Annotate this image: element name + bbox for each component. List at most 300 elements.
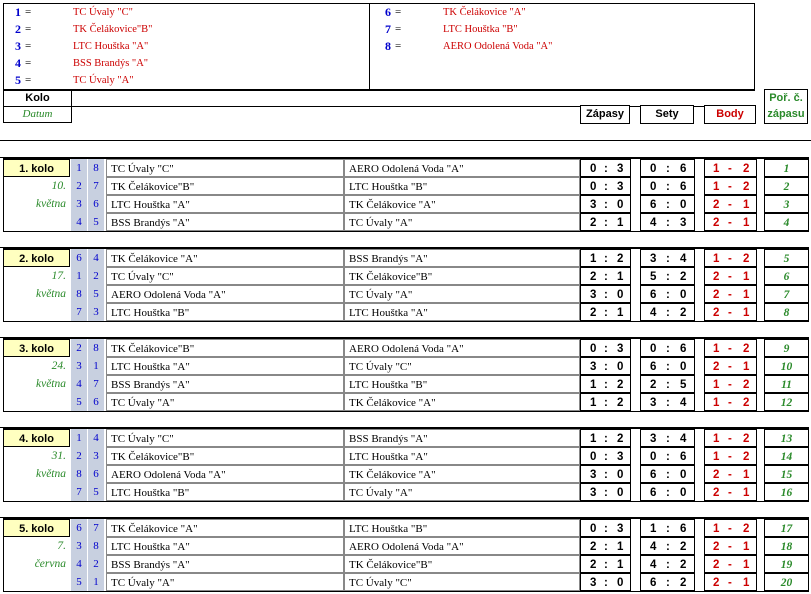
sets-away: 6 <box>680 163 687 175</box>
sets-home: 6 <box>650 577 657 589</box>
matches-away: 1 <box>617 217 624 229</box>
matches-away: 0 <box>617 361 624 373</box>
matches-home: 1 <box>590 433 597 445</box>
points-home: 2 <box>713 289 720 301</box>
home-team: LTC Houštka "B" <box>106 483 344 501</box>
sets-score <box>640 555 695 573</box>
sets-home: 4 <box>650 307 657 319</box>
sets-colon: : <box>666 469 670 481</box>
points-home: 1 <box>713 451 720 463</box>
points-home: 2 <box>713 577 720 589</box>
matches-score <box>580 213 631 231</box>
sets-away: 2 <box>680 541 687 553</box>
match-order-number: 7 <box>764 285 809 303</box>
matches-score <box>580 573 631 591</box>
points-home: 1 <box>713 433 720 445</box>
sets-home: 4 <box>650 541 657 553</box>
matches-score <box>580 429 631 447</box>
table-row <box>3 393 809 411</box>
matches-home: 2 <box>590 541 597 553</box>
match-order-number: 5 <box>764 249 809 267</box>
matches-colon: : <box>604 289 608 301</box>
away-team: TC Úvaly "A" <box>344 285 580 303</box>
match-order-number: 9 <box>764 339 809 357</box>
points-home: 1 <box>713 253 720 265</box>
home-number: 2 <box>71 339 88 357</box>
sets-away: 6 <box>680 181 687 193</box>
matches-home: 0 <box>590 343 597 355</box>
points-dash: - <box>728 379 732 391</box>
sets-home: 0 <box>650 163 657 175</box>
points-score <box>704 339 757 357</box>
points-score <box>704 573 757 591</box>
points-score <box>704 195 757 213</box>
round-block <box>3 518 809 592</box>
matches-colon: : <box>604 397 608 409</box>
round-date-day: 31. <box>51 450 66 462</box>
round-date-month: května <box>35 468 66 480</box>
matches-home: 1 <box>590 253 597 265</box>
matches-score <box>580 159 631 177</box>
matches-home: 2 <box>590 559 597 571</box>
matches-away: 0 <box>617 469 624 481</box>
match-order-number: 10 <box>764 357 809 375</box>
round-date-day: 17. <box>51 270 66 282</box>
sets-home: 0 <box>650 181 657 193</box>
matches-colon: : <box>604 487 608 499</box>
header-poradi-line1: Poř. č. <box>769 92 803 104</box>
header-sety: Sety <box>640 105 694 124</box>
matches-home: 2 <box>590 271 597 283</box>
points-dash: - <box>728 271 732 283</box>
table-row <box>3 213 809 231</box>
home-number: 2 <box>71 447 88 465</box>
points-away: 1 <box>743 271 750 283</box>
points-home: 1 <box>713 523 720 535</box>
legend-number: 1 <box>15 5 21 19</box>
away-team: TC Úvaly "C" <box>344 357 580 375</box>
away-number: 1 <box>88 357 105 375</box>
points-dash: - <box>728 559 732 571</box>
table-row <box>3 555 809 573</box>
points-dash: - <box>728 343 732 355</box>
points-home: 2 <box>713 559 720 571</box>
points-score <box>704 267 757 285</box>
away-number: 5 <box>88 213 105 231</box>
matches-colon: : <box>604 307 608 319</box>
legend-item <box>7 38 307 55</box>
sets-score <box>640 573 695 591</box>
legend-number: 4 <box>15 56 21 70</box>
matches-colon: : <box>604 433 608 445</box>
table-row <box>3 519 809 537</box>
away-number: 8 <box>88 339 105 357</box>
points-score <box>704 375 757 393</box>
away-number: 6 <box>88 195 105 213</box>
points-away: 1 <box>743 199 750 211</box>
sets-away: 4 <box>680 397 687 409</box>
legend-number: 8 <box>385 39 391 53</box>
table-row <box>3 267 809 285</box>
away-number: 5 <box>88 483 105 501</box>
sets-home: 4 <box>650 559 657 571</box>
sets-colon: : <box>666 361 670 373</box>
sets-colon: : <box>666 181 670 193</box>
legend-item <box>7 4 307 21</box>
legend-number: 5 <box>15 73 21 87</box>
matches-away: 0 <box>617 289 624 301</box>
matches-score <box>580 519 631 537</box>
home-number: 1 <box>71 159 88 177</box>
home-number: 8 <box>71 465 88 483</box>
points-away: 2 <box>743 253 750 265</box>
points-home: 1 <box>713 163 720 175</box>
legend-equals: = <box>25 57 32 69</box>
sets-score <box>640 339 695 357</box>
away-team: LTC Houštka "B" <box>344 375 580 393</box>
match-order-number: 6 <box>764 267 809 285</box>
away-team: AERO Odolená Voda "A" <box>344 159 580 177</box>
points-score <box>704 213 757 231</box>
sets-score <box>640 267 695 285</box>
points-home: 1 <box>713 181 720 193</box>
sets-away: 0 <box>680 199 687 211</box>
sets-score <box>640 159 695 177</box>
points-dash: - <box>728 451 732 463</box>
points-dash: - <box>728 217 732 229</box>
table-row <box>3 177 809 195</box>
away-team: LTC Houštka "B" <box>344 519 580 537</box>
matches-away: 0 <box>617 199 624 211</box>
away-number: 6 <box>88 465 105 483</box>
sets-colon: : <box>666 541 670 553</box>
away-team: TK Čelákovice "A" <box>344 393 580 411</box>
match-order-number: 13 <box>764 429 809 447</box>
sets-score <box>640 537 695 555</box>
table-row <box>3 159 809 177</box>
round-label: 2. kolo <box>3 249 70 267</box>
sets-score <box>640 429 695 447</box>
sets-away: 4 <box>680 253 687 265</box>
round-label: 4. kolo <box>3 429 70 447</box>
away-team: TC Úvaly "A" <box>344 213 580 231</box>
home-team: TK Čelákovice "A" <box>106 519 344 537</box>
home-team: BSS Brandýs "A" <box>106 555 344 573</box>
matches-away: 2 <box>617 379 624 391</box>
matches-away: 2 <box>617 397 624 409</box>
home-number: 5 <box>71 393 88 411</box>
away-number: 7 <box>88 519 105 537</box>
matches-away: 1 <box>617 307 624 319</box>
legend-equals: = <box>395 23 402 35</box>
away-team: LTC Houštka "B" <box>344 177 580 195</box>
sets-home: 2 <box>650 379 657 391</box>
legend-item <box>7 72 307 89</box>
legend-item <box>377 4 677 21</box>
matches-colon: : <box>604 541 608 553</box>
matches-colon: : <box>604 253 608 265</box>
matches-home: 3 <box>590 199 597 211</box>
legend-equals: = <box>25 74 32 86</box>
match-order-number: 4 <box>764 213 809 231</box>
away-team: LTC Houštka "A" <box>344 447 580 465</box>
sets-score <box>640 177 695 195</box>
matches-away: 0 <box>617 487 624 499</box>
home-team: AERO Odolená Voda "A" <box>106 285 344 303</box>
sets-home: 5 <box>650 271 657 283</box>
matches-colon: : <box>604 361 608 373</box>
points-score <box>704 159 757 177</box>
table-row <box>3 303 809 321</box>
points-away: 1 <box>743 217 750 229</box>
sets-away: 2 <box>680 307 687 319</box>
match-order-number: 3 <box>764 195 809 213</box>
away-number: 4 <box>88 249 105 267</box>
sets-colon: : <box>666 523 670 535</box>
points-dash: - <box>728 397 732 409</box>
round-date-day: 7. <box>57 540 66 552</box>
table-row <box>3 249 809 267</box>
legend-item <box>7 21 307 38</box>
round-block <box>3 158 809 232</box>
away-number: 1 <box>88 573 105 591</box>
points-home: 1 <box>713 379 720 391</box>
matches-score <box>580 447 631 465</box>
sets-away: 3 <box>680 217 687 229</box>
matches-score <box>580 483 631 501</box>
round-label: 1. kolo <box>3 159 70 177</box>
matches-score <box>580 339 631 357</box>
sets-home: 0 <box>650 451 657 463</box>
matches-colon: : <box>604 199 608 211</box>
sets-home: 6 <box>650 469 657 481</box>
points-home: 2 <box>713 469 720 481</box>
sets-score <box>640 519 695 537</box>
away-team: AERO Odolená Voda "A" <box>344 339 580 357</box>
matches-home: 1 <box>590 379 597 391</box>
points-score <box>704 537 757 555</box>
points-away: 2 <box>743 181 750 193</box>
round-block <box>3 248 809 322</box>
home-team: TC Úvaly "C" <box>106 159 344 177</box>
match-order-number: 11 <box>764 375 809 393</box>
sets-away: 6 <box>680 343 687 355</box>
sets-score <box>640 375 695 393</box>
home-team: TC Úvaly "A" <box>106 573 344 591</box>
points-away: 1 <box>743 289 750 301</box>
sets-score <box>640 195 695 213</box>
matches-home: 3 <box>590 361 597 373</box>
home-team: LTC Houštka "A" <box>106 195 344 213</box>
table-row <box>3 357 809 375</box>
points-score <box>704 555 757 573</box>
round-date-month: května <box>35 198 66 210</box>
matches-home: 0 <box>590 523 597 535</box>
points-away: 2 <box>743 379 750 391</box>
points-score <box>704 483 757 501</box>
home-team: TK Čelákovice"B" <box>106 177 344 195</box>
home-number: 1 <box>71 267 88 285</box>
sets-away: 4 <box>680 433 687 445</box>
sets-score <box>640 213 695 231</box>
points-away: 1 <box>743 487 750 499</box>
matches-colon: : <box>604 343 608 355</box>
legend-equals: = <box>25 40 32 52</box>
sets-home: 3 <box>650 397 657 409</box>
home-number: 3 <box>71 537 88 555</box>
legend-number: 7 <box>385 22 391 36</box>
sets-home: 3 <box>650 433 657 445</box>
points-away: 1 <box>743 469 750 481</box>
matches-colon: : <box>604 451 608 463</box>
matches-score <box>580 303 631 321</box>
matches-score <box>580 555 631 573</box>
away-number: 8 <box>88 159 105 177</box>
points-dash: - <box>728 541 732 553</box>
match-order-number: 20 <box>764 573 809 591</box>
matches-colon: : <box>604 577 608 589</box>
points-home: 1 <box>713 397 720 409</box>
points-dash: - <box>728 469 732 481</box>
away-team: TK Čelákovice "A" <box>344 465 580 483</box>
matches-away: 3 <box>617 181 624 193</box>
home-number: 7 <box>71 303 88 321</box>
points-home: 2 <box>713 307 720 319</box>
sets-colon: : <box>666 289 670 301</box>
legend-team-name: TK Čelákovice"B" <box>73 24 153 35</box>
points-away: 1 <box>743 361 750 373</box>
table-row <box>3 429 809 447</box>
points-score <box>704 519 757 537</box>
sets-score <box>640 483 695 501</box>
legend-item <box>377 21 677 38</box>
away-team: BSS Brandýs "A" <box>344 249 580 267</box>
match-order-number: 15 <box>764 465 809 483</box>
matches-colon: : <box>604 163 608 175</box>
away-team: TC Úvaly "A" <box>344 483 580 501</box>
points-away: 2 <box>743 451 750 463</box>
points-dash: - <box>728 487 732 499</box>
table-row <box>3 465 809 483</box>
match-order-number: 16 <box>764 483 809 501</box>
matches-away: 2 <box>617 433 624 445</box>
points-score <box>704 177 757 195</box>
home-team: AERO Odolená Voda "A" <box>106 465 344 483</box>
home-number: 4 <box>71 375 88 393</box>
sets-away: 2 <box>680 577 687 589</box>
sets-home: 1 <box>650 523 657 535</box>
away-number: 5 <box>88 285 105 303</box>
points-dash: - <box>728 163 732 175</box>
match-order-number: 19 <box>764 555 809 573</box>
away-number: 2 <box>88 267 105 285</box>
sets-score <box>640 357 695 375</box>
matches-away: 0 <box>617 577 624 589</box>
points-away: 2 <box>743 343 750 355</box>
legend-number: 6 <box>385 5 391 19</box>
matches-colon: : <box>604 523 608 535</box>
away-number: 3 <box>88 447 105 465</box>
round-block <box>3 428 809 502</box>
matches-home: 1 <box>590 397 597 409</box>
points-home: 2 <box>713 271 720 283</box>
away-number: 8 <box>88 537 105 555</box>
sets-colon: : <box>666 271 670 283</box>
sets-home: 6 <box>650 487 657 499</box>
sets-colon: : <box>666 379 670 391</box>
sets-away: 5 <box>680 379 687 391</box>
away-number: 3 <box>88 303 105 321</box>
sets-home: 3 <box>650 253 657 265</box>
matches-colon: : <box>604 559 608 571</box>
header-kolo: Kolo <box>3 89 72 107</box>
points-dash: - <box>728 199 732 211</box>
sets-colon: : <box>666 397 670 409</box>
sets-away: 0 <box>680 361 687 373</box>
home-team: TC Úvaly "C" <box>106 267 344 285</box>
away-team: BSS Brandýs "A" <box>344 429 580 447</box>
away-team: AERO Odolená Voda "A" <box>344 537 580 555</box>
home-number: 6 <box>71 519 88 537</box>
sets-score <box>640 285 695 303</box>
sets-away: 0 <box>680 487 687 499</box>
table-row <box>3 537 809 555</box>
legend-item <box>7 55 307 72</box>
matches-away: 1 <box>617 541 624 553</box>
matches-score <box>580 195 631 213</box>
home-team: BSS Brandýs "A" <box>106 375 344 393</box>
table-row <box>3 195 809 213</box>
points-dash: - <box>728 289 732 301</box>
matches-home: 0 <box>590 163 597 175</box>
points-score <box>704 249 757 267</box>
match-order-number: 8 <box>764 303 809 321</box>
points-home: 2 <box>713 541 720 553</box>
matches-score <box>580 393 631 411</box>
points-dash: - <box>728 361 732 373</box>
sets-colon: : <box>666 163 670 175</box>
matches-score <box>580 375 631 393</box>
sets-away: 0 <box>680 289 687 301</box>
legend-team-name: BSS Brandýs "A" <box>73 58 149 69</box>
header-separator <box>0 140 811 141</box>
round-date-month: května <box>35 378 66 390</box>
points-home: 2 <box>713 361 720 373</box>
legend-equals: = <box>25 6 32 18</box>
matches-score <box>580 285 631 303</box>
points-away: 2 <box>743 523 750 535</box>
matches-home: 0 <box>590 451 597 463</box>
sets-away: 2 <box>680 559 687 571</box>
sets-score <box>640 447 695 465</box>
legend-equals: = <box>25 23 32 35</box>
sets-colon: : <box>666 343 670 355</box>
sets-score <box>640 465 695 483</box>
table-row <box>3 483 809 501</box>
points-dash: - <box>728 523 732 535</box>
points-away: 1 <box>743 307 750 319</box>
away-team: TK Čelákovice"B" <box>344 267 580 285</box>
sets-colon: : <box>666 487 670 499</box>
round-label: 5. kolo <box>3 519 70 537</box>
table-row <box>3 573 809 591</box>
matches-score <box>580 249 631 267</box>
sets-colon: : <box>666 199 670 211</box>
points-score <box>704 429 757 447</box>
points-away: 1 <box>743 577 750 589</box>
match-order-number: 1 <box>764 159 809 177</box>
home-number: 3 <box>71 357 88 375</box>
